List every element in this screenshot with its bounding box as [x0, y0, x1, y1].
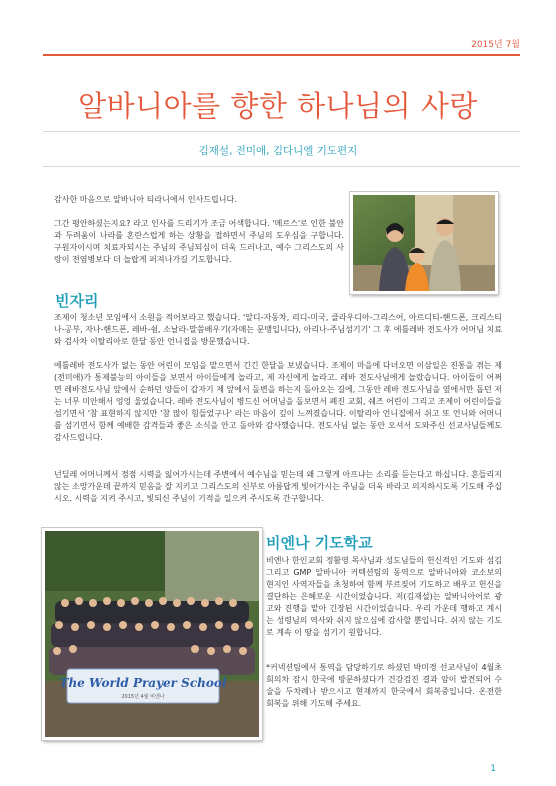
date: 2015년 7월: [471, 40, 520, 50]
section-heading-empty-seat: 빈자리: [55, 292, 99, 310]
page-title: 알바니아를 향한 하나님의 사랑: [78, 89, 478, 123]
section1-paragraph-3: 넌딜레 어머니께서 점점 시력을 잃어가시는데 주변에서 예수님을 믿는데 왜 그렇게 아프냐는 소리를 듣는다고 하십니다. 흔들리지 않는 소망가운데 끝까지 믿음을 잘 지키고 그리스도의 신부로 아름답게 빛어가시는 주님을 더욱 바라고 의지하시도록 기도해 주십시오. 시력을 지켜 주시고, 빛되신 주님이 기적을 일으켜 주시도록 간구합니다.: [54, 470, 502, 503]
prayer-school-photo: [42, 528, 262, 740]
banner-subtext: 2015년 4월 비엔나: [121, 694, 165, 700]
intro-paragraph: 그간 평안하셨는지요? 라고 인사를 드리기가 조금 어색합니다. '메르스'로 인한 불안과 두려움이 나라를 혼란스럽게 하는 상황을 접하면서 주님의 도우심을 구합니다. 구원자이시며 치료자되시는 주님의 주님되심이 더욱 드러나고, 예수 그리스도의 사랑이 전염병보다 더 놀랍게 퍼져나가길 기도합니다.: [54, 219, 344, 264]
subtitle-divider: [43, 166, 520, 167]
top-rule: [43, 54, 520, 56]
family-photo: [350, 192, 498, 294]
page-subtitle: 김재설, 전미애, 김다니엘 기도편지: [198, 145, 358, 157]
section1-paragraph-1: 조제이 청소년 모임에서 소원을 적어보라고 했습니다. '알디-자동차, 리디-미국, 클라우디아-그리스어, 아르디티-핸드폰, 크리스티나-공부, 자나-핸드폰, 레바-쉼, 소날라-말씀배우기(자매는 문맹입니다), 아리나-주님섬기기' 그 후 에틀레바 전도사가 어머님 치료와 검사차 이탈리아로 한달 동안 언니집을 방문했습니다.: [54, 313, 502, 346]
section1-paragraph-2: 에틀레바 전도사가 없는 동안 어린이 모임을 맡으면서 긴긴 한달을 보냈습니다. 조제이 마을에 다녀오면 이삼일은 진통을 겪는 제(전미애)가 통제불능의 아이들을 보면서 아이들에게 놀라고, 제 자신에게 놀라고. 레바 전도사님에게 놀랐습니다. 아이들이 어쩌면 레바전도사님 앞에서 순하던 양들이 갑자기 제 앞에서 돌변을 하는지 돌아오는 길에, 그동안 레바 전도사님을 옆에서만 돕던 저는 너무 미안해서 엉엉 울었습니다. 레바 전도사님이 병드신 어머님을 돌보면서 폐진 교회, 쉐즈 어린이 그리고 조제이 어린이들을 섬기면서 '참 표현하지 않지만 '참 많이 힘들었구나' 라는 마음이 깊이 느껴졌습니다. 이탈리아 언니집에서 쉬고 또 언니와 어머니를 섬기면서 함께 예배한 감격들과 좋은 소식을 안고 돌아와 감사했습니다. 전도사님 없는 동안 오셔서 도와주신 선교사님들께도 감사드립니다.: [54, 361, 502, 442]
section-heading-vienna-prayer-school: 비엔나 기도학교: [266, 534, 373, 552]
title-divider: [43, 131, 520, 132]
banner-text: The World Prayer School: [59, 676, 227, 690]
section2-paragraph-1: 비엔나 한인교회 정활영 목사님과 성도님들의 헌신적인 기도와 섬김 그리고 GMP 알바니아 커텍션팀의 동역으로 알바니아와 코소보의 현지인 사역자들을 초청하여 함께 부르짖어 기도하고 배우고 헌신을 결단하는 은혜로운 시간이었습니다. 저(김재설)는 알바니아어로 광고와 진행을 맡아 긴장된 시간이었습니다. 우리 가운데 행하고 계시는 성령님의 역사와 쉬지 않으심에 감사할 뿐입니다. 쉬지 않는 기도로 계속 이 땅을 섬기기 원합니다.: [266, 556, 502, 637]
section2-paragraph-2: *커넥션팀에서 통역을 담당하기로 하셨던 박미경 선교사님이 4월초 회의차 잠시 한국에 방문하셨다가 건강검진 결과 암이 발견되어 수술을 두차례나 받으시고 현재까지 한국에서 회복중입니다. 온전한 회복을 위해 기도해 주세요.: [266, 663, 502, 708]
greeting: 감사한 마음으로 알바니아 티라니에서 인사드립니다.: [54, 195, 237, 204]
page-number: 1: [490, 764, 496, 774]
